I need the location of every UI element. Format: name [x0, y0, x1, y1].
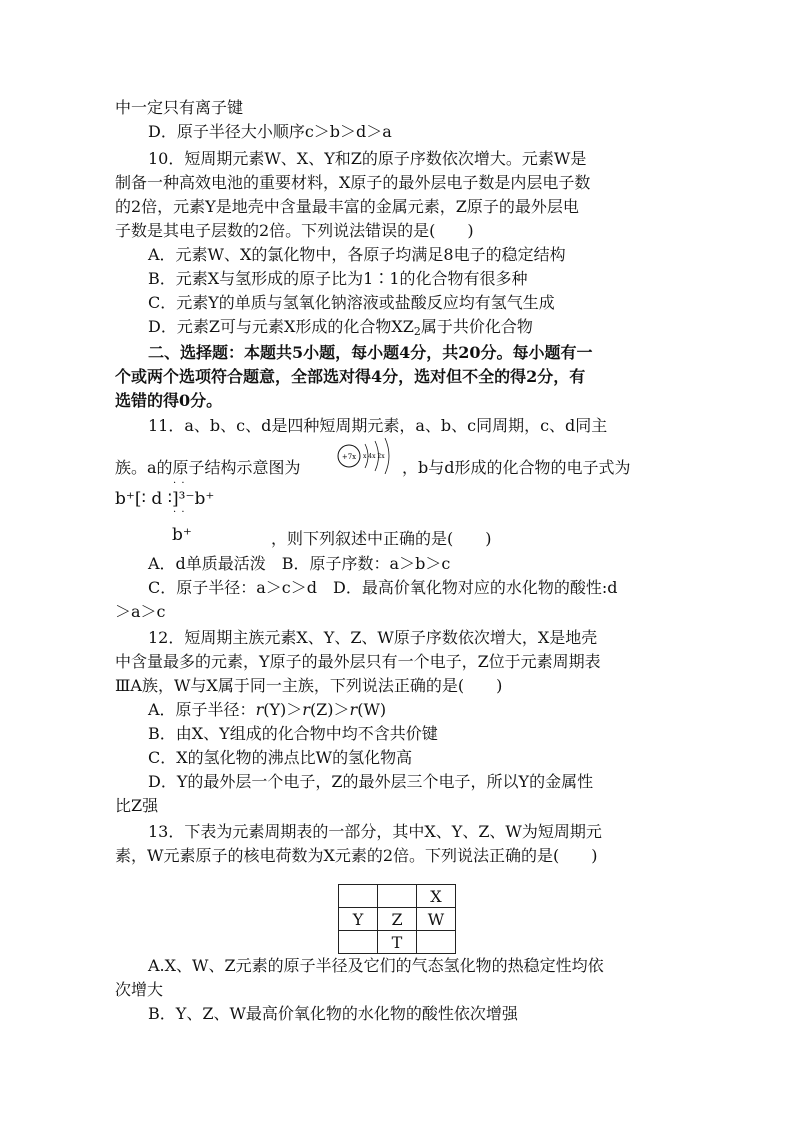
option-12d-cont: 比Z强	[115, 796, 159, 815]
question-11-line-2b: ，b与d形成的化合物的电子式为	[402, 458, 631, 477]
option-11ab: A．d单质最活泼 B．原子序数：a＞b＞c	[148, 554, 451, 573]
option-12b: B．由X、Y组成的化合物中均不含共价键	[148, 724, 438, 743]
section-2-line-2: 个或两个选项符合题意，全部选对得4分，选对但不全的得2分，有	[115, 367, 586, 386]
electron-dots-bottom: · ·	[173, 507, 186, 518]
electron-dots-top: · ·	[173, 478, 186, 489]
option-13a: A.X、W、Z元素的原子半径及它们的气态氢化物的热稳定性均依	[148, 956, 604, 975]
option-12c: C．X的氢化物的沸点比W的氢化物高	[148, 748, 413, 767]
electron-formula: b⁺[∶ d ∶]³⁻b⁺	[115, 489, 215, 509]
table-cell	[417, 931, 456, 954]
option-10b: B．元素X与氢形成的原子比为1∶1的化合物有很多种	[148, 269, 528, 288]
line-01: 中一定只有离子键	[115, 98, 244, 117]
radius-symbol: r	[255, 700, 264, 719]
question-10-line-4: 子数是其电子层数的2倍。下列说法错误的是( )	[115, 221, 474, 240]
table-cell: W	[417, 908, 456, 931]
option-10c: C．元素Y的单质与氢氧化钠溶液或盐酸反应均有氢气生成	[148, 293, 555, 312]
option-12d: D．Y的最外层一个电子，Z的最外层三个电子，所以Y的金属性	[148, 772, 594, 791]
question-10-line-3: 的2倍，元素Y是地壳中含量最丰富的金属元素，Z原子的最外层电	[115, 197, 579, 216]
periodic-table-fragment	[338, 884, 456, 954]
radius-symbol: r	[349, 700, 358, 719]
table-cell	[339, 885, 378, 908]
question-12-line-1: 12．短周期主族元素X、Y、Z、W原子序数依次增大，X是地壳	[148, 628, 598, 647]
table-cell	[339, 931, 378, 954]
table-row	[339, 931, 456, 954]
option-9d: D．原子半径大小顺序c＞b＞d＞a	[148, 122, 392, 141]
option-12a-z: (Z)＞	[309, 700, 350, 719]
table-row	[339, 885, 456, 908]
question-12-line-2: 中含量最多的元素，Y原子的最外层只有一个电子，Z位于元素周期表	[115, 652, 601, 671]
table-cell: Z	[378, 908, 417, 931]
question-12-line-3: ⅢA族，W与X属于同一主族，下列说法正确的是( )	[115, 676, 503, 695]
shells-label: x 4x 2x	[363, 453, 385, 460]
table-row	[339, 908, 456, 931]
question-11-line-1: 11．a、b、c、d是四种短周期元素，a、b、c同周期，c、d同主	[148, 416, 608, 435]
question-11-line-2a: 族。a的原子结构示意图为	[115, 458, 301, 477]
table-cell: T	[378, 931, 417, 954]
option-13b: B．Y、Z、W最高价氧化物的水化物的酸性依次增强	[148, 1004, 518, 1023]
option-11d-cont: ＞a＞c	[115, 602, 166, 621]
option-12a-y: (Y)＞	[263, 700, 303, 719]
radius-symbol: r	[302, 700, 310, 719]
section-2-heading: 二、选择题：本题共5小题，每小题4分，共20分。每小题有一	[148, 343, 593, 362]
nucleus-label: +7x	[341, 453, 357, 461]
option-12a	[148, 698, 386, 722]
question-13-line-1: 13．下表为元素周期表的一部分，其中X、Y、Z、W为短周期元	[148, 822, 602, 841]
question-11-stem-end: ，则下列叙述中正确的是( )	[271, 529, 492, 548]
table-cell: Y	[339, 908, 378, 931]
option-11cd: C．原子半径：a＞c＞d D．最高价氧化物对应的水化物的酸性:d	[148, 578, 618, 597]
table-cell: X	[417, 885, 456, 908]
option-10d-tail: 属于共价化合物	[420, 317, 533, 336]
subscript-2: 2	[413, 325, 421, 338]
question-13-line-2: 素，W元素原子的核电荷数为X元素的2倍。下列说法正确的是( )	[115, 846, 598, 865]
section-2-line-3: 选错的得0分。	[115, 391, 223, 410]
option-12a-label: A．原子半径：	[148, 700, 256, 719]
table-cell	[378, 885, 417, 908]
atom-structure-diagram	[335, 434, 401, 478]
option-10d	[148, 315, 533, 339]
option-10d-text: D．元素Z可与元素X形成的化合物XZ	[148, 317, 414, 336]
option-13a-cont: 次增大	[115, 980, 164, 999]
question-10-line-2: 制备一种高效电池的重要材料，X原子的最外层电子数是内层电子数	[115, 173, 591, 192]
option-12a-w: (W)	[357, 700, 387, 719]
option-10a: A．元素W、X的氯化物中，各原子均满足8电子的稳定结构	[148, 245, 566, 264]
electron-formula-bottom-b: b⁺	[172, 525, 192, 545]
question-10-line-1: 10．短周期元素W、X、Y和Z的原子序数依次增大。元素W是	[148, 149, 587, 168]
